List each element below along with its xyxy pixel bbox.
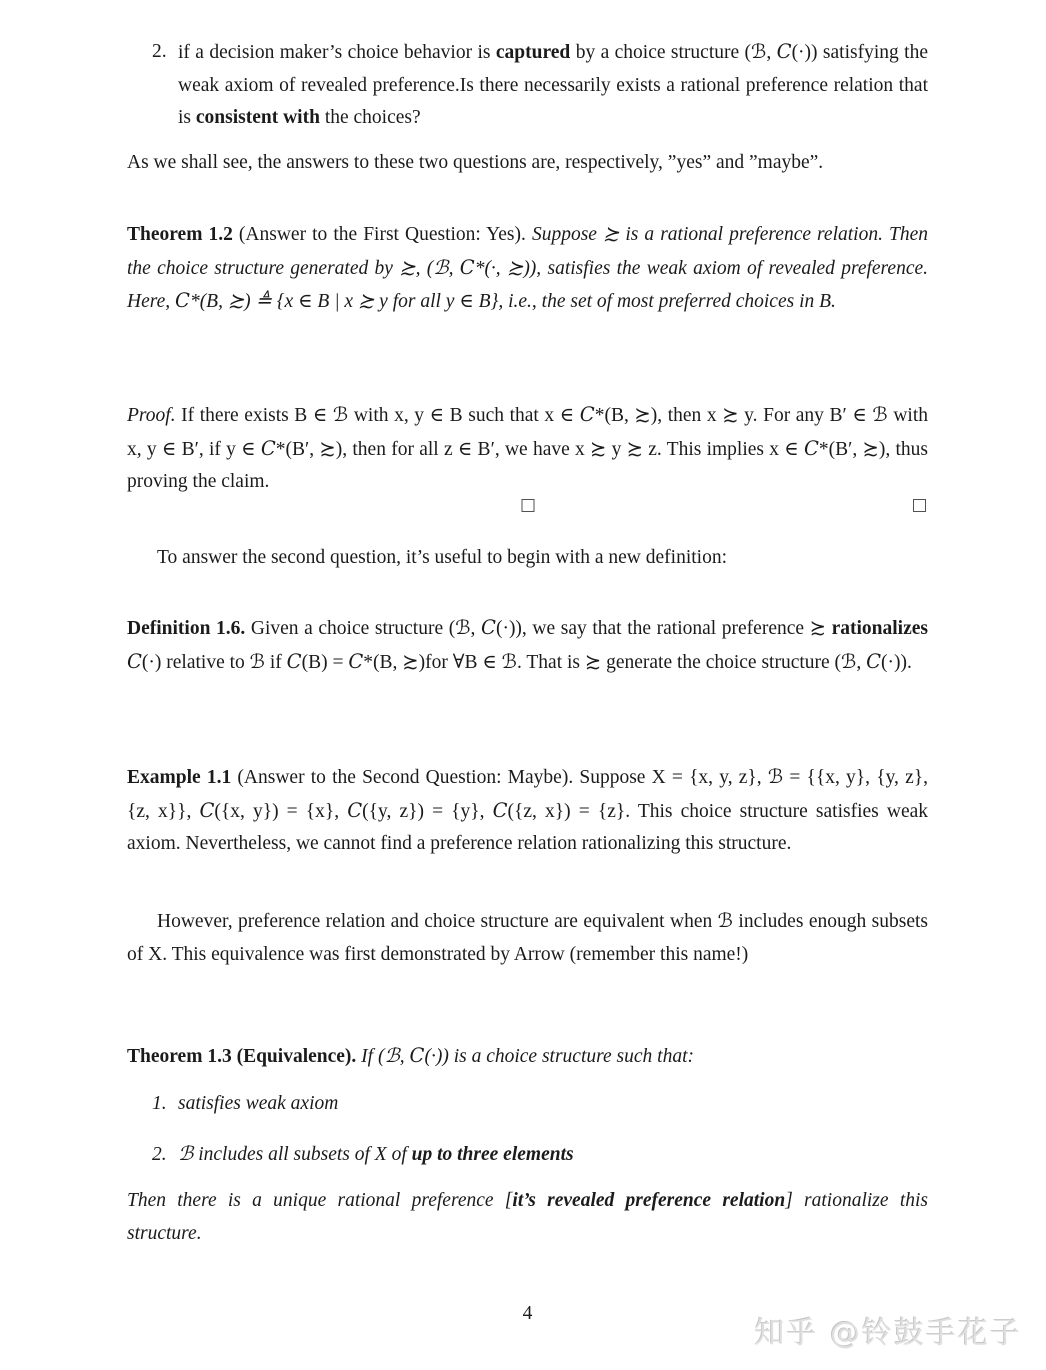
question-item-2-text: if a decision maker’s choice behavior is captured by a choice structure (ℬ, C(·)) satisfying the weak axiom of revealed preference.Is there necessarily exists a rational preference relation that is consistent with the choices? <box>178 40 928 128</box>
theorem-1-2: Theorem 1.2 (Answer to the First Question: Yes). Suppose ≿ is a rational preference relation. Then the choice structure generated by ≿, (ℬ, C*(·, ≿)), satisfies the weak axiom of revealed preference. Here, C*(B, ≿) ≜ {x ∈ B | x ≿ y for all y ∈ B}, i.e., the set of most preferred choices in B. <box>127 224 929 312</box>
page-number: 4 <box>522 1303 533 1324</box>
example-1-1: Example 1.1 (Answer to the Second Question: Maybe). Suppose X = {x, y, z}, ℬ = {{x, y}, {y, z}, {z, x}}, C({x, y}) = {x}, C({y, z}) = {y}, C({z, x}) = {z}. This choice structure satisfies weak axiom. Nevertheless, we cannot find a preference relation rationalizing this structure. <box>127 767 928 854</box>
list-marker: 1. <box>152 1093 167 1114</box>
theorem-1-3-item-1-text: satisfies weak axiom <box>178 1093 339 1114</box>
theorem-1-3-item-2-text: ℬ includes all subsets of X of up to three elements <box>178 1144 574 1165</box>
definition-1-6: Definition 1.6. Given a choice structure (ℬ, C(·)), we say that the rational preference ≿ rationalizes C(·) relative to ℬ if C(B) = C*(B, ≿)for ∀B ∈ ℬ. That is ≿ generate the choice structure (ℬ, C(·)). <box>127 616 928 673</box>
list-marker: 2. <box>152 1144 167 1165</box>
list-marker: 2. <box>152 41 167 62</box>
theorem-1-3-item-2 <box>127 1139 928 1172</box>
theorem-1-3-item-1 <box>127 1088 928 1121</box>
paragraph-answers: As we shall see, the answers to these two questions are, respectively, ”yes” and ”maybe”. <box>127 152 824 173</box>
theorem-1-3-conclusion: Then there is a unique rational preference [it’s revealed preference relation] rationalize this structure. <box>127 1190 928 1244</box>
qed-square-icon <box>913 499 926 512</box>
question-item-2 <box>127 36 928 135</box>
paragraph-second-question: To answer the second question, it’s useful to begin with a new definition: <box>157 547 727 568</box>
proof-paragraph: Proof. If there exists B ∈ ℬ with x, y ∈ B such that x ∈ C*(B, ≿), then x ≿ y. For any B′ ∈ ℬ with x, y ∈ B′, if y ∈ C*(B′, ≿), then for all z ∈ B′, we have x ≿ y ≿ z. This implies x ∈ C*(B′, ≿), thus proving the claim. <box>127 403 928 492</box>
theorem-1-3-header: Theorem 1.3 (Equivalence). If (ℬ, C(·)) is a choice structure such that: <box>127 1044 694 1067</box>
qed-row <box>127 497 928 517</box>
watermark: 知乎 @铃鼓手花子 <box>754 1316 1022 1351</box>
qed-square-icon <box>521 499 534 512</box>
paragraph-however: However, preference relation and choice structure are equivalent when ℬ includes enough subsets of X. This equivalence was first demonstrated by Arrow (remember this name!) <box>127 911 928 965</box>
